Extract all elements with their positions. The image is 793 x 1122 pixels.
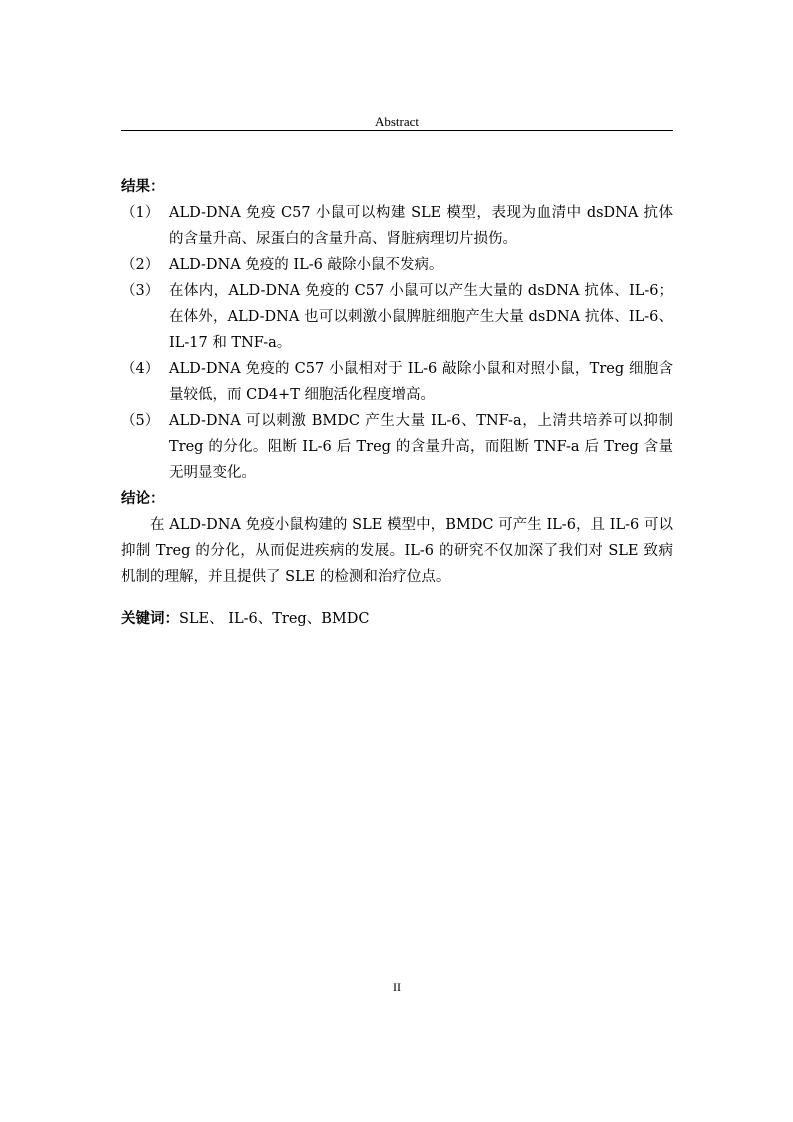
conclusion-paragraph: 在 ALD-DNA 免疫小鼠构建的 SLE 模型中，BMDC 可产生 IL-6，且 IL-6 可以抑制 Treg 的分化，从而促进疾病的发展。IL-6 的研究不仅加深了我们对 SLE 致病机制的理解，并且提供了 SLE 的检测和治疗位点。 (121, 517, 673, 585)
conclusion-heading: 结论： (121, 490, 165, 507)
page-number: II (393, 980, 401, 994)
result-item-text: ALD-DNA 免疫的 IL-6 敲除小鼠不发病。 (169, 257, 444, 273)
results-heading: 结果： (121, 178, 165, 195)
result-item-text: ALD-DNA 可以刺激 BMDC 产生大量 IL-6、TNF-a，上清共培养可以抑制 Treg 的分化。阻断 IL-6 后 Treg 的含量升高，而阻断 TNF-a 后 Treg 含量无明显变化。 (169, 413, 673, 481)
result-item-number: （3） (121, 283, 160, 299)
keywords-label: 关键词： (121, 610, 179, 627)
result-item-text: ALD-DNA 免疫的 C57 小鼠相对于 IL-6 敲除小鼠和对照小鼠，Treg 细胞含量较低，而 CD4+T 细胞活化程度增高。 (169, 361, 673, 403)
keywords-value: SLE、 IL-6、Treg、BMDC (179, 611, 370, 627)
result-item-number: （1） (121, 205, 160, 221)
result-item-number: （2） (121, 257, 160, 273)
result-item-number: （4） (121, 361, 160, 377)
result-item-4 (121, 356, 673, 408)
result-item-1 (121, 200, 673, 252)
keywords-line (121, 606, 673, 632)
result-item-number: （5） (121, 413, 160, 429)
result-item-text: 在体内，ALD-DNA 免疫的 C57 小鼠可以产生大量的 dsDNA 抗体、IL-6；在体外，ALD-DNA 也可以刺激小鼠脾脏细胞产生大量 dsDNA 抗体、IL-6、IL-17 和 TNF-a。 (169, 283, 673, 351)
result-item-text: ALD-DNA 免疫 C57 小鼠可以构建 SLE 模型，表现为血清中 dsDNA 抗体的含量升高、尿蛋白的含量升高、肾脏病理切片损伤。 (169, 205, 673, 247)
header-rule (121, 130, 673, 131)
result-item-5 (121, 408, 673, 486)
running-header: Abstract (374, 114, 420, 129)
result-item-3 (121, 278, 673, 356)
result-item-2 (121, 252, 673, 278)
abstract-body (121, 174, 673, 632)
